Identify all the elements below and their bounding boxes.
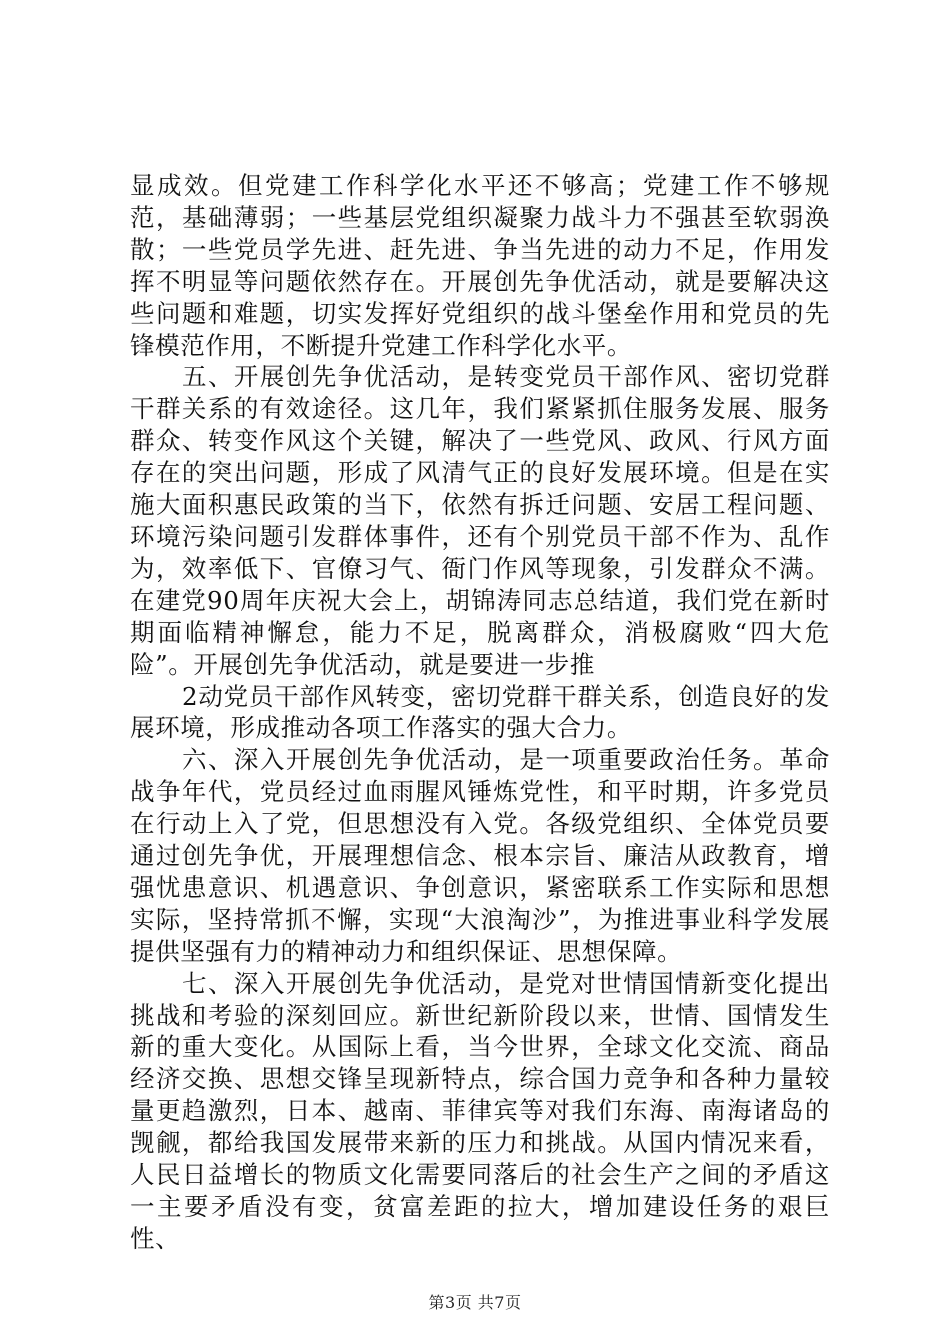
paragraph-page-break-continuation: 2动党员干部作风转变，密切党群干群关系，创造良好的发展环境，形成推动各项工作落实的强大合力。: [130, 681, 830, 743]
page-number: 第3页 共7页: [428, 1293, 522, 1312]
paragraph-continuation: 显成效。但党建工作科学化水平还不够高；党建工作不够规范，基础薄弱；一些基层党组织凝聚力战斗力不强甚至软弱涣散；一些党员学先进、赶先进、争当先进的动力不足，作用发挥不明显等问题依然存在。开展创先争优活动，就是要解决这些问题和难题，切实发挥好党组织的战斗堡垒作用和党员的先锋模范作用，不断提升党建工作科学化水平。: [130, 171, 830, 360]
paragraph-section-6: 六、深入开展创先争优活动，是一项重要政治任务。革命战争年代，党员经过血雨腥风锤炼党性，和平时期，许多党员在行动上入了党，但思想没有入党。各级党组织、全体党员要通过创先争优，开展理想信念、根本宗旨、廉洁从政教育，增强忧患意识、机遇意识、争创意识，紧密联系工作实际和思想实际，坚持常抓不懈，实现“大浪淘沙”，为推进事业科学发展提供坚强有力的精神动力和组织保证、思想保障。: [130, 745, 830, 966]
paragraph-section-7: 七、深入开展创先争优活动，是党对世情国情新变化提出挑战和考验的深刻回应。新世纪新阶段以来，世情、国情发生新的重大变化。从国际上看，当今世界，全球文化交流、商品经济交换、思想交锋呈现新特点，综合国力竞争和各种力量较量更趋激烈，日本、越南、菲律宾等对我们东海、南海诸岛的觊觎，都给我国发展带来新的压力和挑战。从国内情况来看，人民日益增长的物质文化需要同落后的社会生产之间的矛盾这一主要矛盾没有变，贫富差距的拉大，增加建设任务的艰巨性、: [130, 968, 830, 1253]
document-body: [130, 170, 830, 1255]
page-footer: [0, 1290, 950, 1313]
paragraph-section-5: 五、开展创先争优活动，是转变党员干部作风、密切党群干群关系的有效途径。这几年，我们紧紧抓住服务发展、服务群众、转变作风这个关键，解决了一些党风、政风、行风方面存在的突出问题，形成了风清气正的良好发展环境。但是在实施大面积惠民政策的当下，依然有拆迁问题、安居工程问题、环境污染问题引发群体事件，还有个别党员干部不作为、乱作为，效率低下、官僚习气、衙门作风等现象，引发群众不满。在建党90周年庆祝大会上，胡锦涛同志总结道，我们党在新时期面临精神懈怠，能力不足，脱离群众，消极腐败“四大危险”。开展创先争优活动，就是要进一步推: [130, 362, 830, 679]
